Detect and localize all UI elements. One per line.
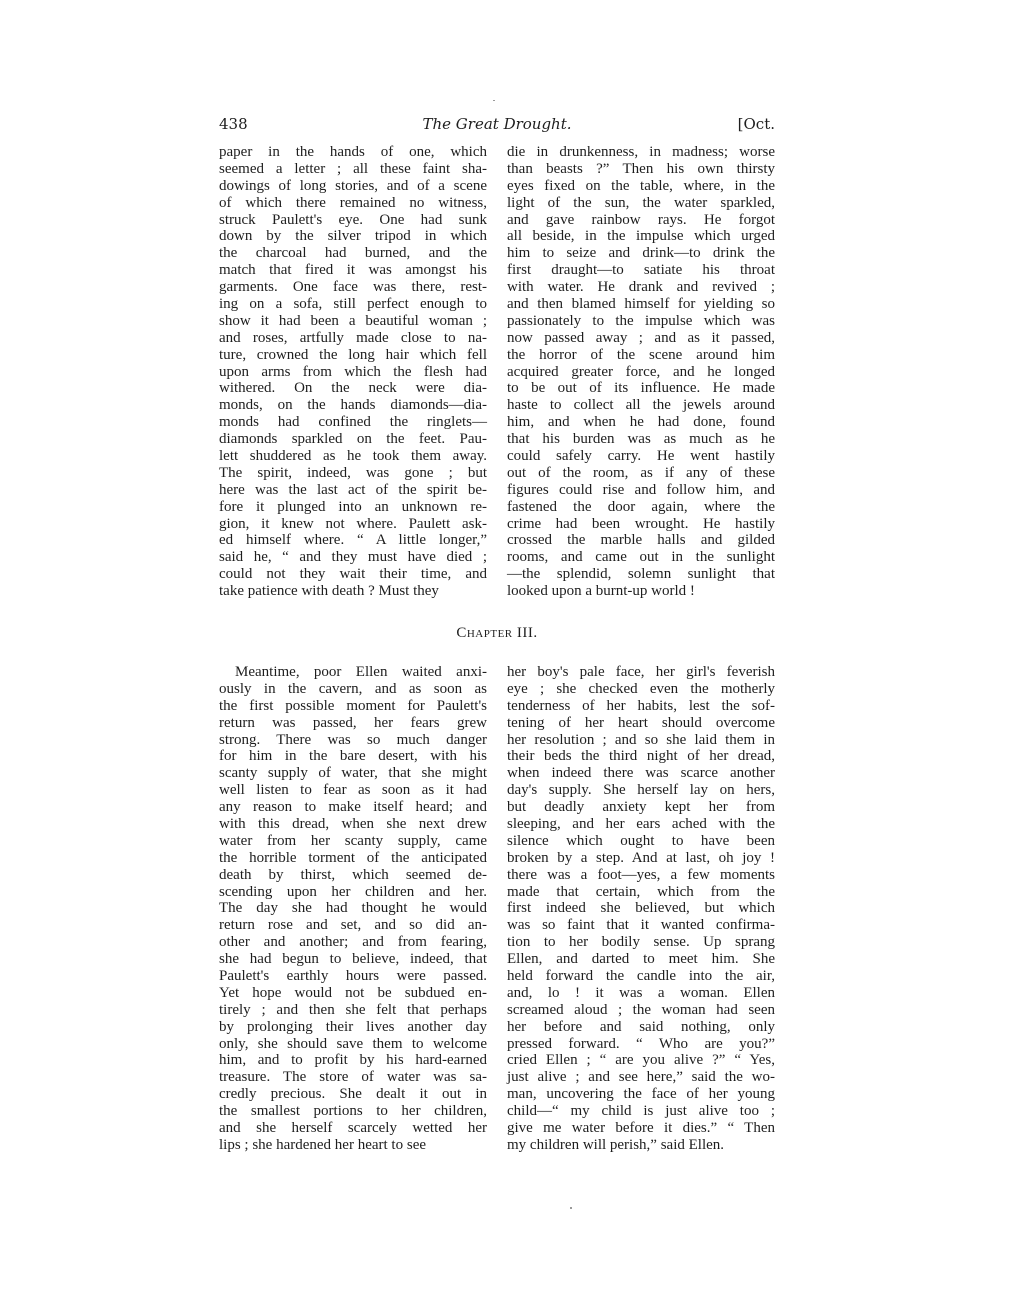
text-line: ously in the cavern, and as soon as — [219, 680, 487, 697]
text-line: treasure. The store of water was sa- — [219, 1069, 487, 1086]
text-line: eyes fixed on the table, where, in the — [507, 177, 775, 194]
text-line: take patience with death ? Must they — [219, 583, 439, 600]
text-line: with this dread, when she next drew — [219, 816, 487, 833]
text-line: match that fired it was amongst his — [219, 262, 487, 279]
text-line: withered. On the neck were dia- — [219, 380, 487, 397]
text-line: down by the silver tripod in which — [219, 228, 487, 245]
chapter-heading: Chapter III. — [456, 625, 538, 641]
text-line: upon arms from which the flesh had — [219, 363, 487, 380]
text-line: acquired greater force, and he longed — [507, 363, 775, 380]
text-line: was so faint that it wanted confirma- — [507, 917, 775, 934]
text-line: held forward the candle into the air, — [507, 968, 775, 985]
text-line: child—“ my child is just alive too ; — [507, 1103, 775, 1120]
text-line: ture, crowned the long hair which fell — [219, 346, 487, 363]
text-line: the horrible torment of the anticipated — [219, 849, 487, 866]
text-line: rooms, and came out in the sunlight — [507, 549, 775, 566]
page-number: 438 — [219, 115, 248, 133]
text-line: her resolution ; and so she laid them in — [507, 731, 775, 748]
text-line: day's supply. She herself lay on hers, — [507, 782, 775, 799]
text-line: fore it plunged into an unknown re- — [219, 498, 487, 515]
text-line: light of the sun, the water sparkled, — [507, 194, 775, 211]
text-line: lett shuddered as he took them away. — [219, 448, 487, 465]
text-line: looked upon a burnt-up world ! — [507, 583, 695, 600]
text-line: man, uncovering the face of her young — [507, 1086, 775, 1103]
text-line: just alive ; and see here,” said the wo- — [507, 1069, 775, 1086]
text-line: by prolonging their lives another day — [219, 1018, 487, 1035]
text-line: the charcoal had burned, and the — [219, 245, 487, 262]
text-line: scending upon her children and her. — [219, 883, 487, 900]
text-line: seemed a letter ; all these faint sha- — [219, 160, 487, 177]
text-line: could not they wait their time, and — [219, 566, 487, 583]
text-line: my children will perish,” said Ellen. — [507, 1136, 725, 1153]
text-line: her boy's pale face, her girl's feverish — [507, 664, 775, 680]
text-line: tening of her heart should overcome — [507, 714, 775, 731]
text-line: dowings of long stories, and of a scene — [219, 177, 487, 194]
text-line: passionately to the impulse which was — [507, 312, 775, 329]
text-line: him, and to profit by his hard-earned — [219, 1052, 487, 1069]
text-line: Yet hope would not be subdued en- — [219, 984, 487, 1001]
text-line: sleeping, and her ears ached with the — [507, 816, 775, 833]
text-line: show it had been a beautiful woman ; — [219, 312, 487, 329]
text-line: she had begun to believe, indeed, that — [219, 951, 487, 968]
scan-speck — [493, 100, 495, 101]
text-line: Paulett's earthly hours were passed. — [219, 968, 487, 985]
text-line: struck Paulett's eye. One had sunk — [219, 211, 487, 228]
text-line: The spirit, indeed, was gone ; but — [219, 464, 487, 481]
text-line: eye ; she checked even the motherly — [507, 680, 775, 697]
text-line: return rose and set, and so did an- — [219, 917, 487, 934]
text-line: return was passed, her fears grew — [219, 714, 487, 731]
text-line: with water. He drank and revived ; — [507, 279, 775, 296]
text-line: for him in the bare desert, with his — [219, 748, 487, 765]
text-line: strong. There was so much danger — [219, 731, 487, 748]
text-line: crossed the marble halls and gilded — [507, 532, 775, 549]
top-right-column — [507, 144, 775, 600]
running-header — [219, 115, 775, 137]
text-line: their beds the third night of her dread, — [507, 748, 775, 765]
text-line: silence which ought to have been — [507, 832, 775, 849]
text-line: tion to her bodily sense. Up sprang — [507, 934, 775, 951]
text-line: water from her scanty supply, came — [219, 832, 487, 849]
text-line: scanty supply of water, that she might — [219, 765, 487, 782]
bottom-left-column — [219, 664, 487, 1154]
text-line: other and another; and from fearing, — [219, 934, 487, 951]
text-line: and roses, artfully made close to na- — [219, 329, 487, 346]
text-line: and she herself scarcely wetted her — [219, 1120, 487, 1137]
text-line: that his burden was as much as he — [507, 431, 775, 448]
text-line: haste to collect all the jewels around — [507, 397, 775, 414]
text-line: The day she had thought he would — [219, 900, 487, 917]
text-line: death by thirst, which seemed de- — [219, 866, 487, 883]
text-line: monds had confined the ringlets— — [219, 414, 487, 431]
text-line: diamonds sparkled on the feet. Pau- — [219, 431, 487, 448]
text-line: cried Ellen ; “ are you alive ?” “ Yes, — [507, 1052, 775, 1069]
text-line: could safely carry. He went hastily — [507, 448, 775, 465]
text-line: and then blamed himself for yielding so — [507, 296, 775, 313]
text-line: fastened the door again, where the — [507, 498, 775, 515]
text-line: the first possible moment for Paulett's — [219, 697, 487, 714]
top-left-column — [219, 144, 487, 600]
text-line: paper in the hands of one, which — [219, 144, 487, 160]
text-line: ing on a sofa, still perfect enough to — [219, 296, 487, 313]
text-line: and gave rainbow rays. He forgot — [507, 211, 775, 228]
text-line: gion, it knew not where. Paulett ask- — [219, 515, 487, 532]
text-line: credly precious. She dealt it out in — [219, 1086, 487, 1103]
text-line: monds, on the hands diamonds—dia- — [219, 397, 487, 414]
text-line: out of the room, as if any of these — [507, 464, 775, 481]
text-line: garments. One face was there, rest- — [219, 279, 487, 296]
scan-speck — [570, 1207, 572, 1209]
text-line: here was the last act of the spirit be- — [219, 481, 487, 498]
text-line: screamed aloud ; the woman had seen — [507, 1001, 775, 1018]
text-line: than beasts ?” Then his own thirsty — [507, 160, 775, 177]
header-month: [Oct. — [737, 115, 775, 133]
text-line: —the splendid, solemn sunlight that — [507, 566, 775, 583]
text-line: give me water before it dies.” “ Then — [507, 1120, 775, 1137]
text-line: only, she should save them to welcome — [219, 1035, 487, 1052]
bottom-right-column — [507, 664, 775, 1154]
text-line: said he, “ and they must have died ; — [219, 549, 487, 566]
text-line: to be out of its influence. He made — [507, 380, 775, 397]
text-line: Meantime, poor Ellen waited anxi- — [235, 664, 487, 680]
text-line: lips ; she hardened her heart to see — [219, 1136, 427, 1153]
text-line: the smallest portions to her children, — [219, 1103, 487, 1120]
text-line: but deadly anxiety kept her from — [507, 799, 775, 816]
text-line: first draught—to satiate his throat — [507, 262, 775, 279]
text-line: first indeed she believed, but which — [507, 900, 775, 917]
text-line: and, lo ! it was a woman. Ellen — [507, 984, 775, 1001]
text-line: crime had been wrought. He hastily — [507, 515, 775, 532]
text-line: all beside, in the impulse which urged — [507, 228, 775, 245]
text-line: of which there remained no witness, — [219, 194, 487, 211]
text-line: the horror of the scene around him — [507, 346, 775, 363]
text-line: pressed forward. “ Who are you?” — [507, 1035, 775, 1052]
text-line: tirely ; and then she felt that perhaps — [219, 1001, 487, 1018]
text-line: him to seize and drink—to drink the — [507, 245, 775, 262]
text-line: broken by a step. And at last, oh joy ! — [507, 849, 775, 866]
text-line: ed himself where. “ A little longer,” — [219, 532, 487, 549]
text-line: Ellen, and darted to meet him. She — [507, 951, 775, 968]
text-line: when indeed there was scarce another — [507, 765, 775, 782]
text-line: her before and said nothing, only — [507, 1018, 775, 1035]
text-line: tenderness of her habits, lest the sof- — [507, 697, 775, 714]
text-line: figures could rise and follow him, and — [507, 481, 775, 498]
text-line: now passed away ; and as it passed, — [507, 329, 775, 346]
text-line: made that certain, which from the — [507, 883, 775, 900]
text-line: him, and when he had done, found — [507, 414, 775, 431]
text-line: well listen to fear as soon as it had — [219, 782, 487, 799]
text-line: there was a foot—yes, a few moments — [507, 866, 775, 883]
text-line: die in drunkenness, in madness; worse — [507, 144, 775, 160]
running-title: The Great Drought. — [422, 115, 572, 133]
text-line: any reason to make itself heard; and — [219, 799, 487, 816]
